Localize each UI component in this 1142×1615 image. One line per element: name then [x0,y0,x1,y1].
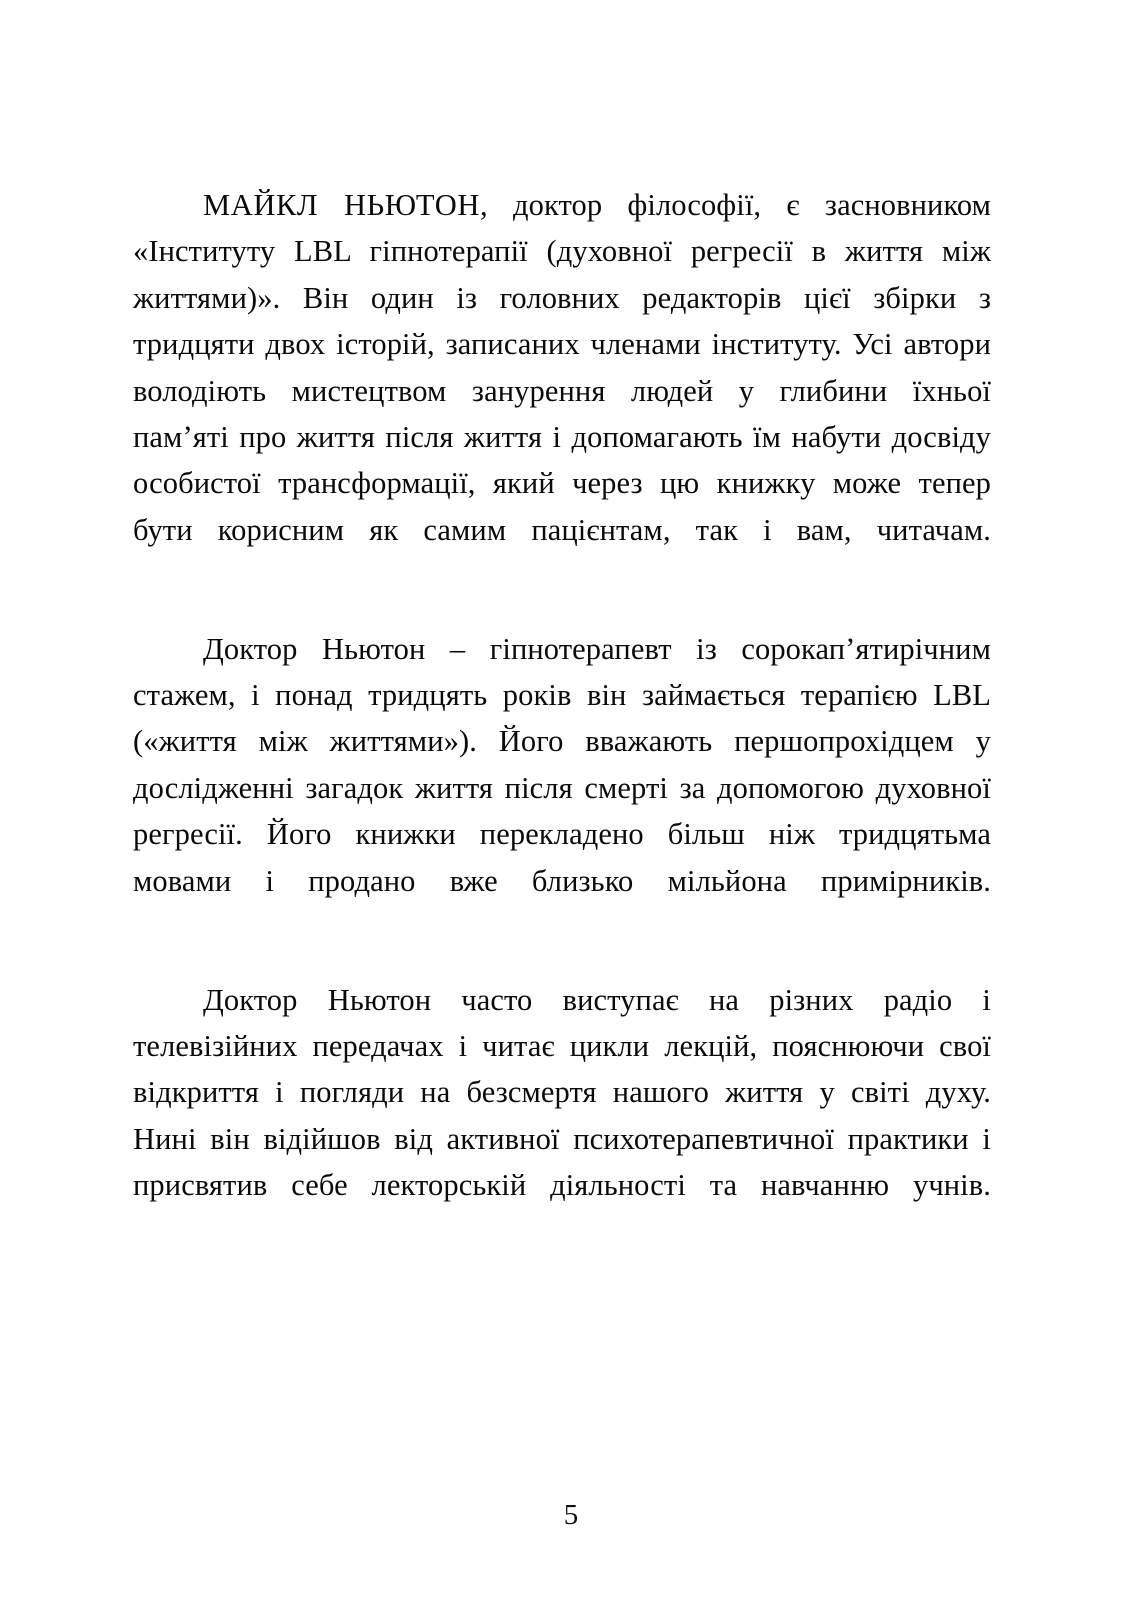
bio-paragraph-2-text: Доктор Ньютон – гіпнотерапевт із сорокапʼятирічним стажем, і понад тридцять років він займається терапією LBL («життя між життями»). Його вважають першопрохідцем у дослідженні загадок життя після смерті за допомогою духовної регресії. Його книжки перекладено більш ніж тридцятьма мовами і продано вже близько мільйона примірників. [133,631,991,898]
bio-paragraph-3 [133,977,991,1255]
author-name-smallcaps: МАЙКЛ НЬЮТОН [203,188,481,222]
bio-paragraph-3-text: Доктор Ньютон часто виступає на різних радіо і телевізійних передачах і читає цикли лекцій, пояснюючи свої відкриття і погляди на безсмертя нашого життя у світі духу. Нині він відійшов від активної психотерапевтичної практики і присвятив себе лекторській діяльності та навчанню учнів. [133,982,991,1203]
page-body-text [133,182,991,1255]
bio-paragraph-1 [133,182,991,600]
page-number: 5 [563,1499,579,1531]
bio-paragraph-1-text: , доктор філософії, є засновником «Інституту LBL гіпнотерапії (духовної регресії в життя між життями)». Він один із головних редакторів цієї збірки з тридцяти двох історій, записаних членами інституту. Усі автори володіють мистецтвом занурення людей у глибини їхньої памʼяті про життя після життя і допомагають їм набути досвіду особистої трансформації, який через цю книжку може тепер бути корисним як самим пацієнтам, так і вам, читачам. [133,188,991,547]
bio-paragraph-2 [133,626,991,951]
